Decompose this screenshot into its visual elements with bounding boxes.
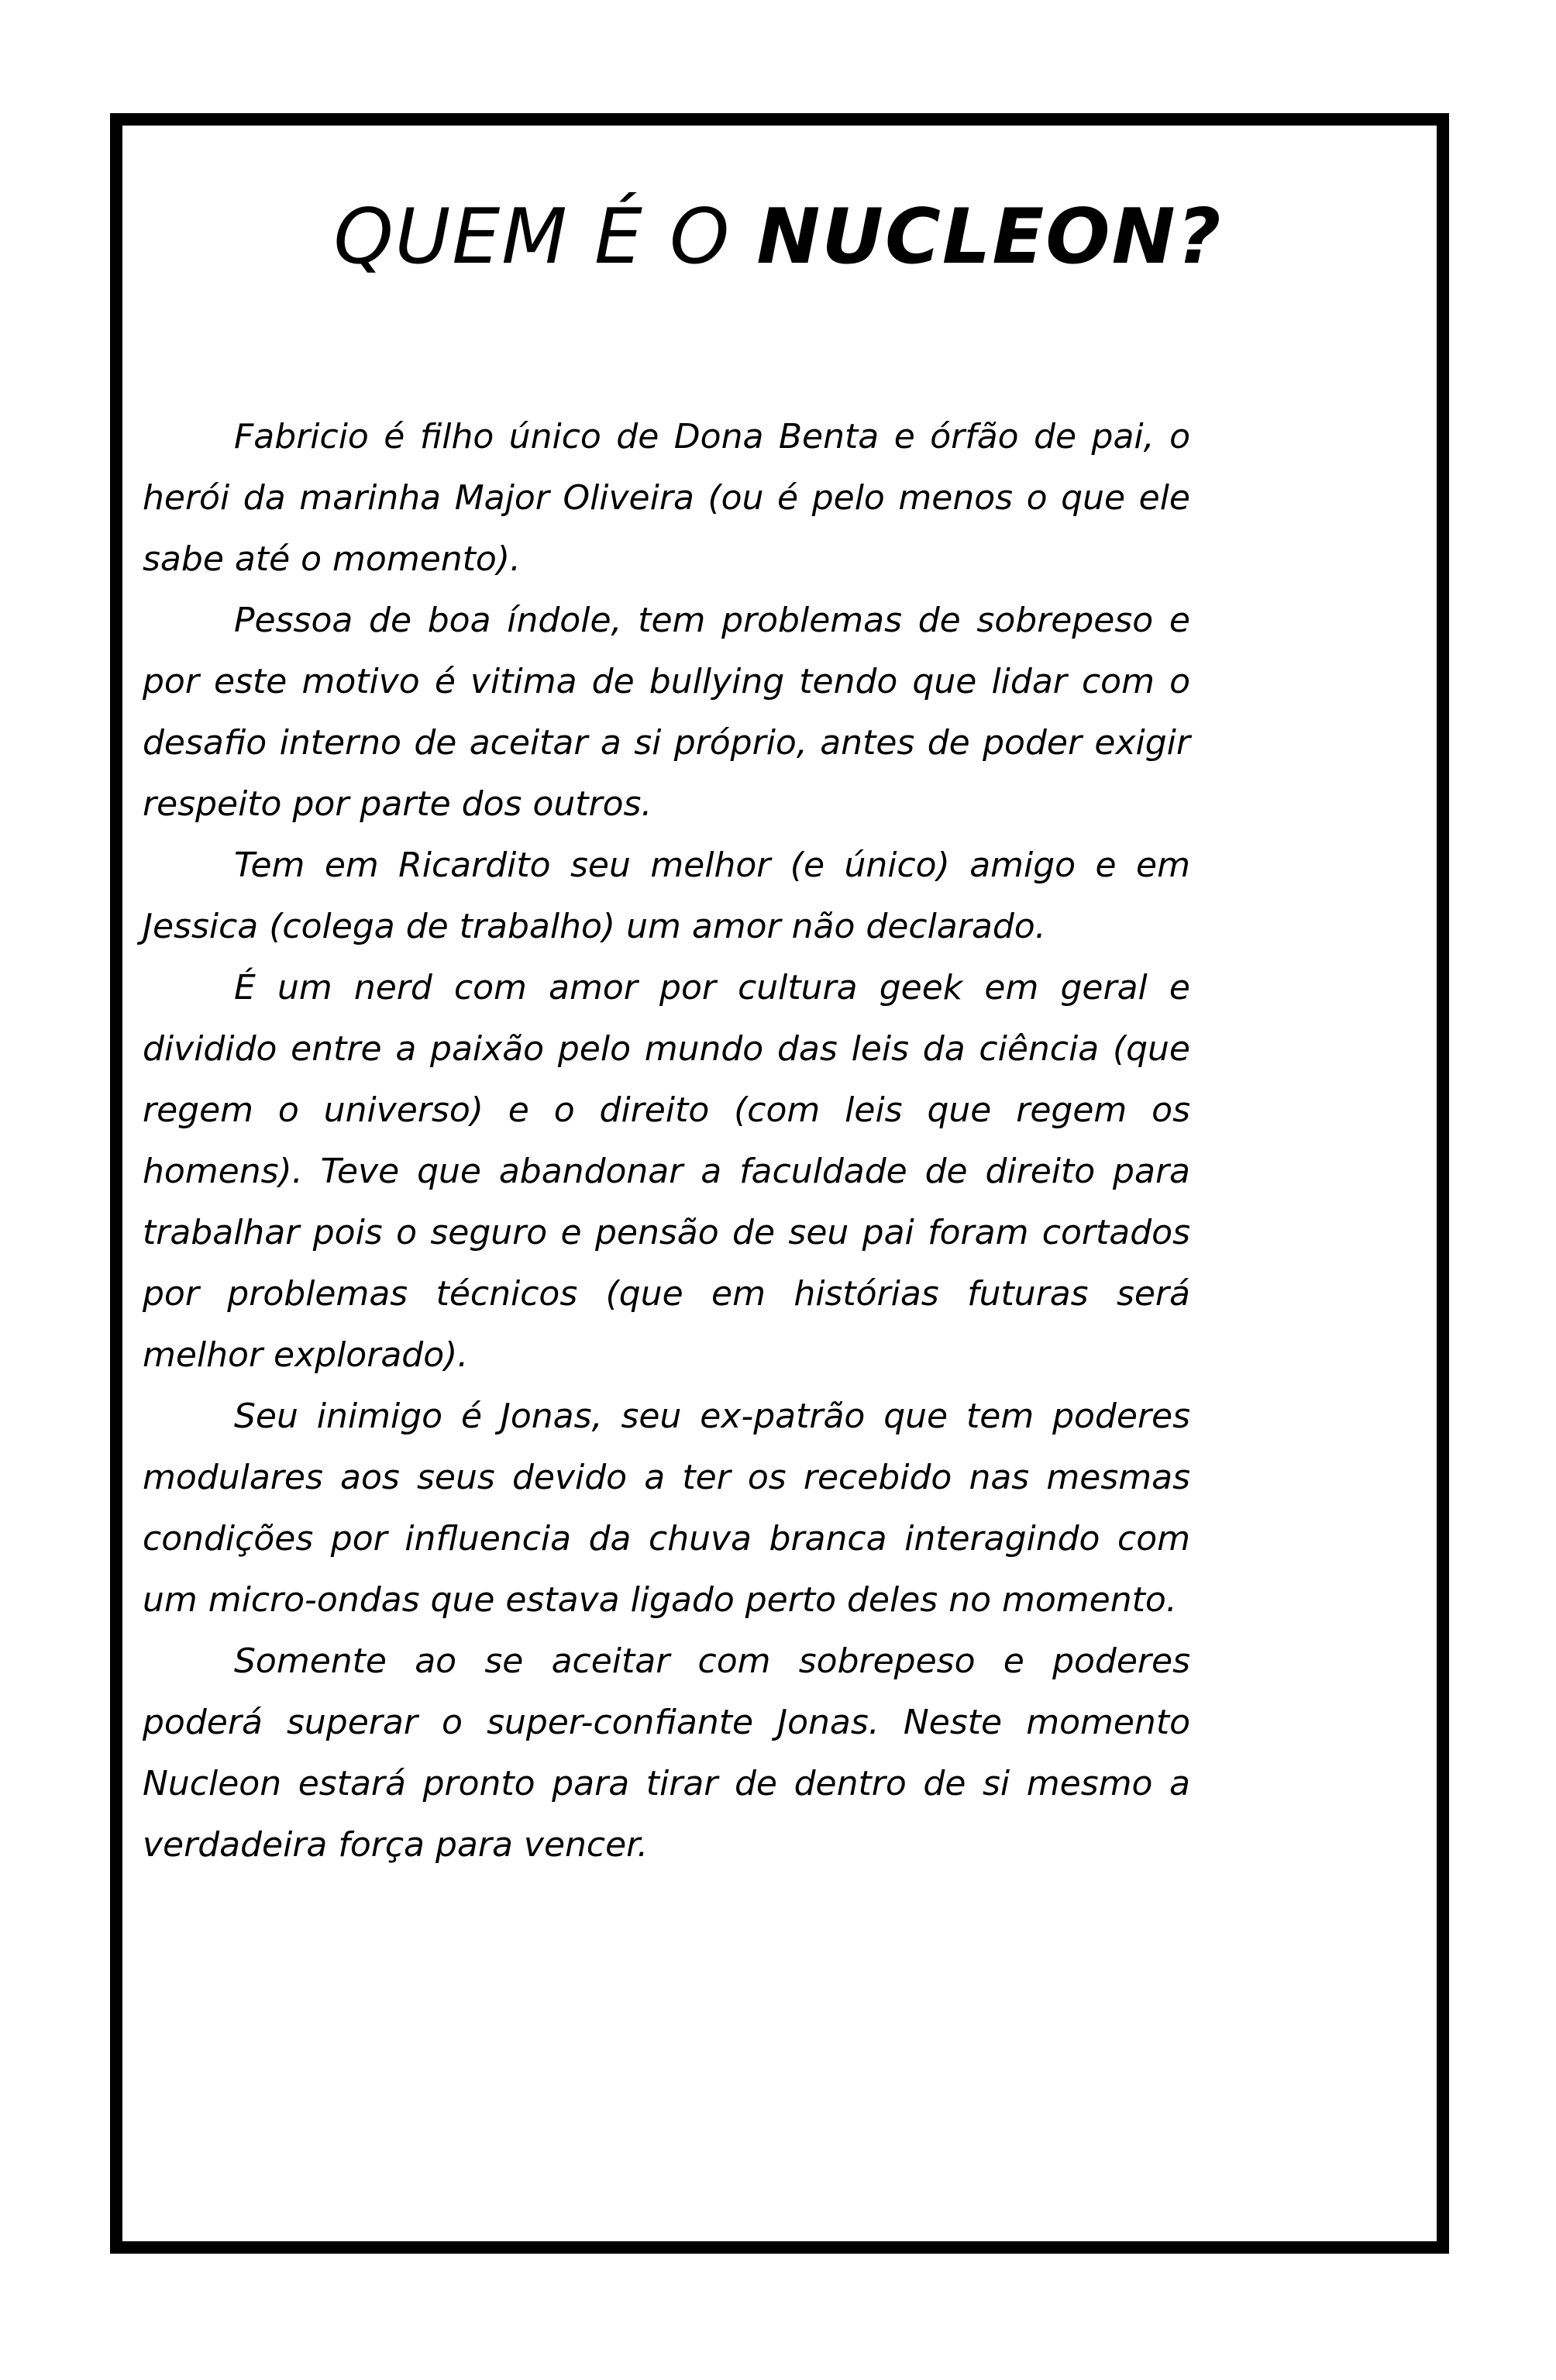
paragraph: É um nerd com amor por cultura geek em geral e dividido entre a paixão pelo mundo das leis da ciência (que regem o universo) e o direito (com leis que regem os homens). Teve que abandonar a faculdade de direito para trabalhar pois o seguro e pensão de seu pai foram cortados por problemas técnicos (que em histórias futuras será melhor explorado). bbox=[143, 968, 1190, 1375]
body-text bbox=[143, 406, 1190, 1875]
paragraph: Somente ao se aceitar com sobrepeso e poderes poderá superar o super-confiante Jonas. Neste momento Nucleon estará pronto para tirar de dentro de si mesmo a verdadeira força para vencer. bbox=[143, 1641, 1190, 1865]
page-title bbox=[0, 191, 1556, 284]
title-question: QUEM É O bbox=[333, 193, 757, 281]
paragraph: Tem em Ricardito seu melhor (e único) amigo e em Jessica (colega de trabalho) um amor não declarado. bbox=[143, 846, 1190, 946]
title-nucleon: NUCLEON? bbox=[756, 193, 1223, 281]
paragraph: Fabricio é filho único de Dona Benta e órfão de pai, o herói da marinha Major Oliveira (ou é pelo menos o que ele sabe até o momento). bbox=[143, 417, 1190, 579]
paragraph: Pessoa de boa índole, tem problemas de sobrepeso e por este motivo é vitima de bullying tendo que lidar com o desafio interno de aceitar a si próprio, antes de poder exigir respeito por parte dos outros. bbox=[143, 601, 1190, 824]
paragraph: Seu inimigo é Jonas, seu ex-patrão que tem poderes modulares aos seus devido a ter os recebido nas mesmas condições por influencia da chuva branca interagindo com um micro-ondas que estava ligado perto deles no momento. bbox=[143, 1397, 1190, 1620]
